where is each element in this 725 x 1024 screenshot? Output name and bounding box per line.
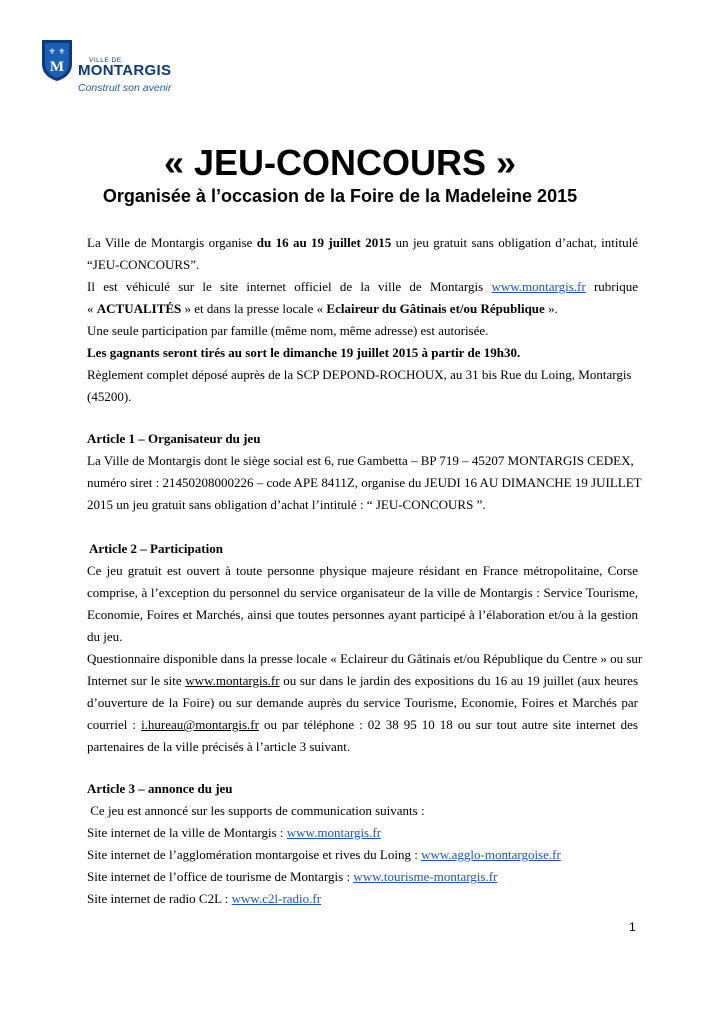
- article-2: [87, 538, 643, 758]
- text: La Ville de Montargis organise: [87, 235, 253, 250]
- article-1: [87, 428, 642, 516]
- intro-line: (45200).: [87, 389, 132, 404]
- montargis-logo: [40, 38, 180, 98]
- heading-text: Article 2 – Participation: [89, 541, 223, 556]
- article-line: d’ouverture de la Foire) ou sur demande auprès du service Tourisme, Economie, Foires et Marchés par: [87, 695, 638, 710]
- montargis-link[interactable]: www.montargis.fr: [491, 279, 586, 294]
- article-heading: [87, 778, 638, 800]
- article-line: [87, 714, 638, 736]
- site-item: [87, 866, 638, 888]
- intro-line: [87, 276, 638, 298]
- rubric-name: ACTUALITÉS: [96, 301, 182, 316]
- email-link[interactable]: i.hureau@montargis.fr: [141, 717, 259, 732]
- site-link[interactable]: www.tourisme-montargis.fr: [353, 869, 498, 884]
- intro-section: [87, 232, 638, 408]
- site-label: Site internet de l’agglomération montargoise et rives du Loing :: [87, 847, 422, 862]
- svg-text:M: M: [49, 59, 65, 75]
- text: ».: [548, 301, 558, 316]
- article-line: partenaires de la ville précisés à l’article 3 suivant.: [87, 739, 351, 754]
- draw-date: Les gagnants seront tirés au sort le dimanche 19 juillet 2015 à partir de 19h30.: [87, 345, 521, 360]
- site-label: Site internet de la ville de Montargis :: [87, 825, 287, 840]
- text: ou par téléphone : 02 38 95 10 18 ou sur tout autre site internet des: [263, 717, 638, 732]
- article-line: Questionnaire disponible dans la presse locale « Eclaireur du Gâtinais et/ou République du Centre » ou sur: [87, 651, 643, 666]
- article-line: Ce jeu est annoncé sur les supports de communication suivants :: [87, 803, 425, 818]
- montargis-link[interactable]: www.montargis.fr: [185, 673, 280, 688]
- site-label: Site internet de l’office de tourisme de Montargis :: [87, 869, 354, 884]
- heading-text: Article 3 – annonce du jeu: [87, 781, 233, 796]
- site-link[interactable]: www.agglo-montargoise.fr: [421, 847, 561, 862]
- shield-icon: [40, 38, 74, 82]
- page-subtitle: Organisée à l’occasion de la Foire de la Madeleine 2015: [102, 186, 578, 206]
- article-line: Economie, Foires et Marchés, ainsi que toutes personnes ayant participé à l’élaboration et/ou à la gestion: [87, 607, 638, 622]
- article-line: du jeu.: [87, 629, 123, 644]
- site-link[interactable]: www.c2l-radio.fr: [231, 891, 322, 906]
- intro-line: Une seule participation par famille (même nom, même adresse) est autorisée.: [87, 323, 489, 338]
- intro-line: Règlement complet déposé auprès de la SCP DEPOND-ROCHOUX, au 31 bis Rue du Loing, Montargis: [87, 367, 632, 382]
- article-heading: [87, 538, 638, 560]
- article-heading: [87, 428, 638, 450]
- article-line: La Ville de Montargis dont le siège social est 6, rue Gambetta – BP 719 – 45207 MONTARGIS CEDEX,: [87, 453, 634, 468]
- article-line: comprise, à l’exception du personnel du service organisateur de la ville de Montargis : Service Tourisme,: [87, 585, 638, 600]
- text: un jeu gratuit sans obligation d’achat, intitulé: [395, 235, 638, 250]
- text: » et dans la presse locale «: [184, 301, 324, 316]
- page-title: « JEU-CONCOURS »: [163, 142, 517, 183]
- text: «: [87, 301, 94, 316]
- site-item: [87, 844, 638, 866]
- logo-small-text: VILLE DE: [89, 57, 122, 64]
- text: courriel :: [87, 717, 137, 732]
- date-range: du 16 au 19 juillet 2015: [256, 235, 392, 250]
- intro-line: [87, 232, 638, 254]
- logo-name: MONTARGIS: [78, 62, 172, 79]
- page-number: 1: [629, 920, 636, 934]
- article-line: 2015 un jeu gratuit sans obligation d’achat l’intitulé : “ JEU-CONCOURS ”.: [87, 497, 486, 512]
- site-link[interactable]: www.montargis.fr: [286, 825, 382, 840]
- intro-line: [87, 298, 638, 320]
- logo-tagline: Construit son avenir: [78, 82, 172, 94]
- article-line: [87, 670, 638, 692]
- heading-text: Article 1 – Organisateur du jeu: [87, 431, 261, 446]
- text: Internet sur le site: [87, 673, 182, 688]
- intro-line: [87, 342, 638, 364]
- site-label: Site internet de radio C2L :: [87, 891, 232, 906]
- site-item: [87, 888, 638, 910]
- article-line: numéro siret : 21450208000226 – code APE 8411Z, organise du JEUDI 16 AU DIMANCHE 19 JUILLET: [87, 475, 642, 490]
- intro-line: “JEU-CONCOURS”.: [87, 257, 200, 272]
- press-name: Eclaireur du Gâtinais et/ou République: [326, 301, 545, 316]
- text: rubrique: [593, 279, 638, 294]
- svg-text:⚜ ⚜: ⚜ ⚜: [48, 47, 66, 56]
- article-line: Ce jeu gratuit est ouvert à toute personne physique majeure résidant en France métropolitaine, Corse: [87, 563, 638, 578]
- text: Il est véhiculé sur le site internet officiel de la ville de Montargis: [87, 279, 484, 294]
- text: ou sur dans le jardin des expositions du 16 au 19 juillet (aux heures: [283, 673, 639, 688]
- site-item: [87, 822, 638, 844]
- article-3: [87, 778, 638, 910]
